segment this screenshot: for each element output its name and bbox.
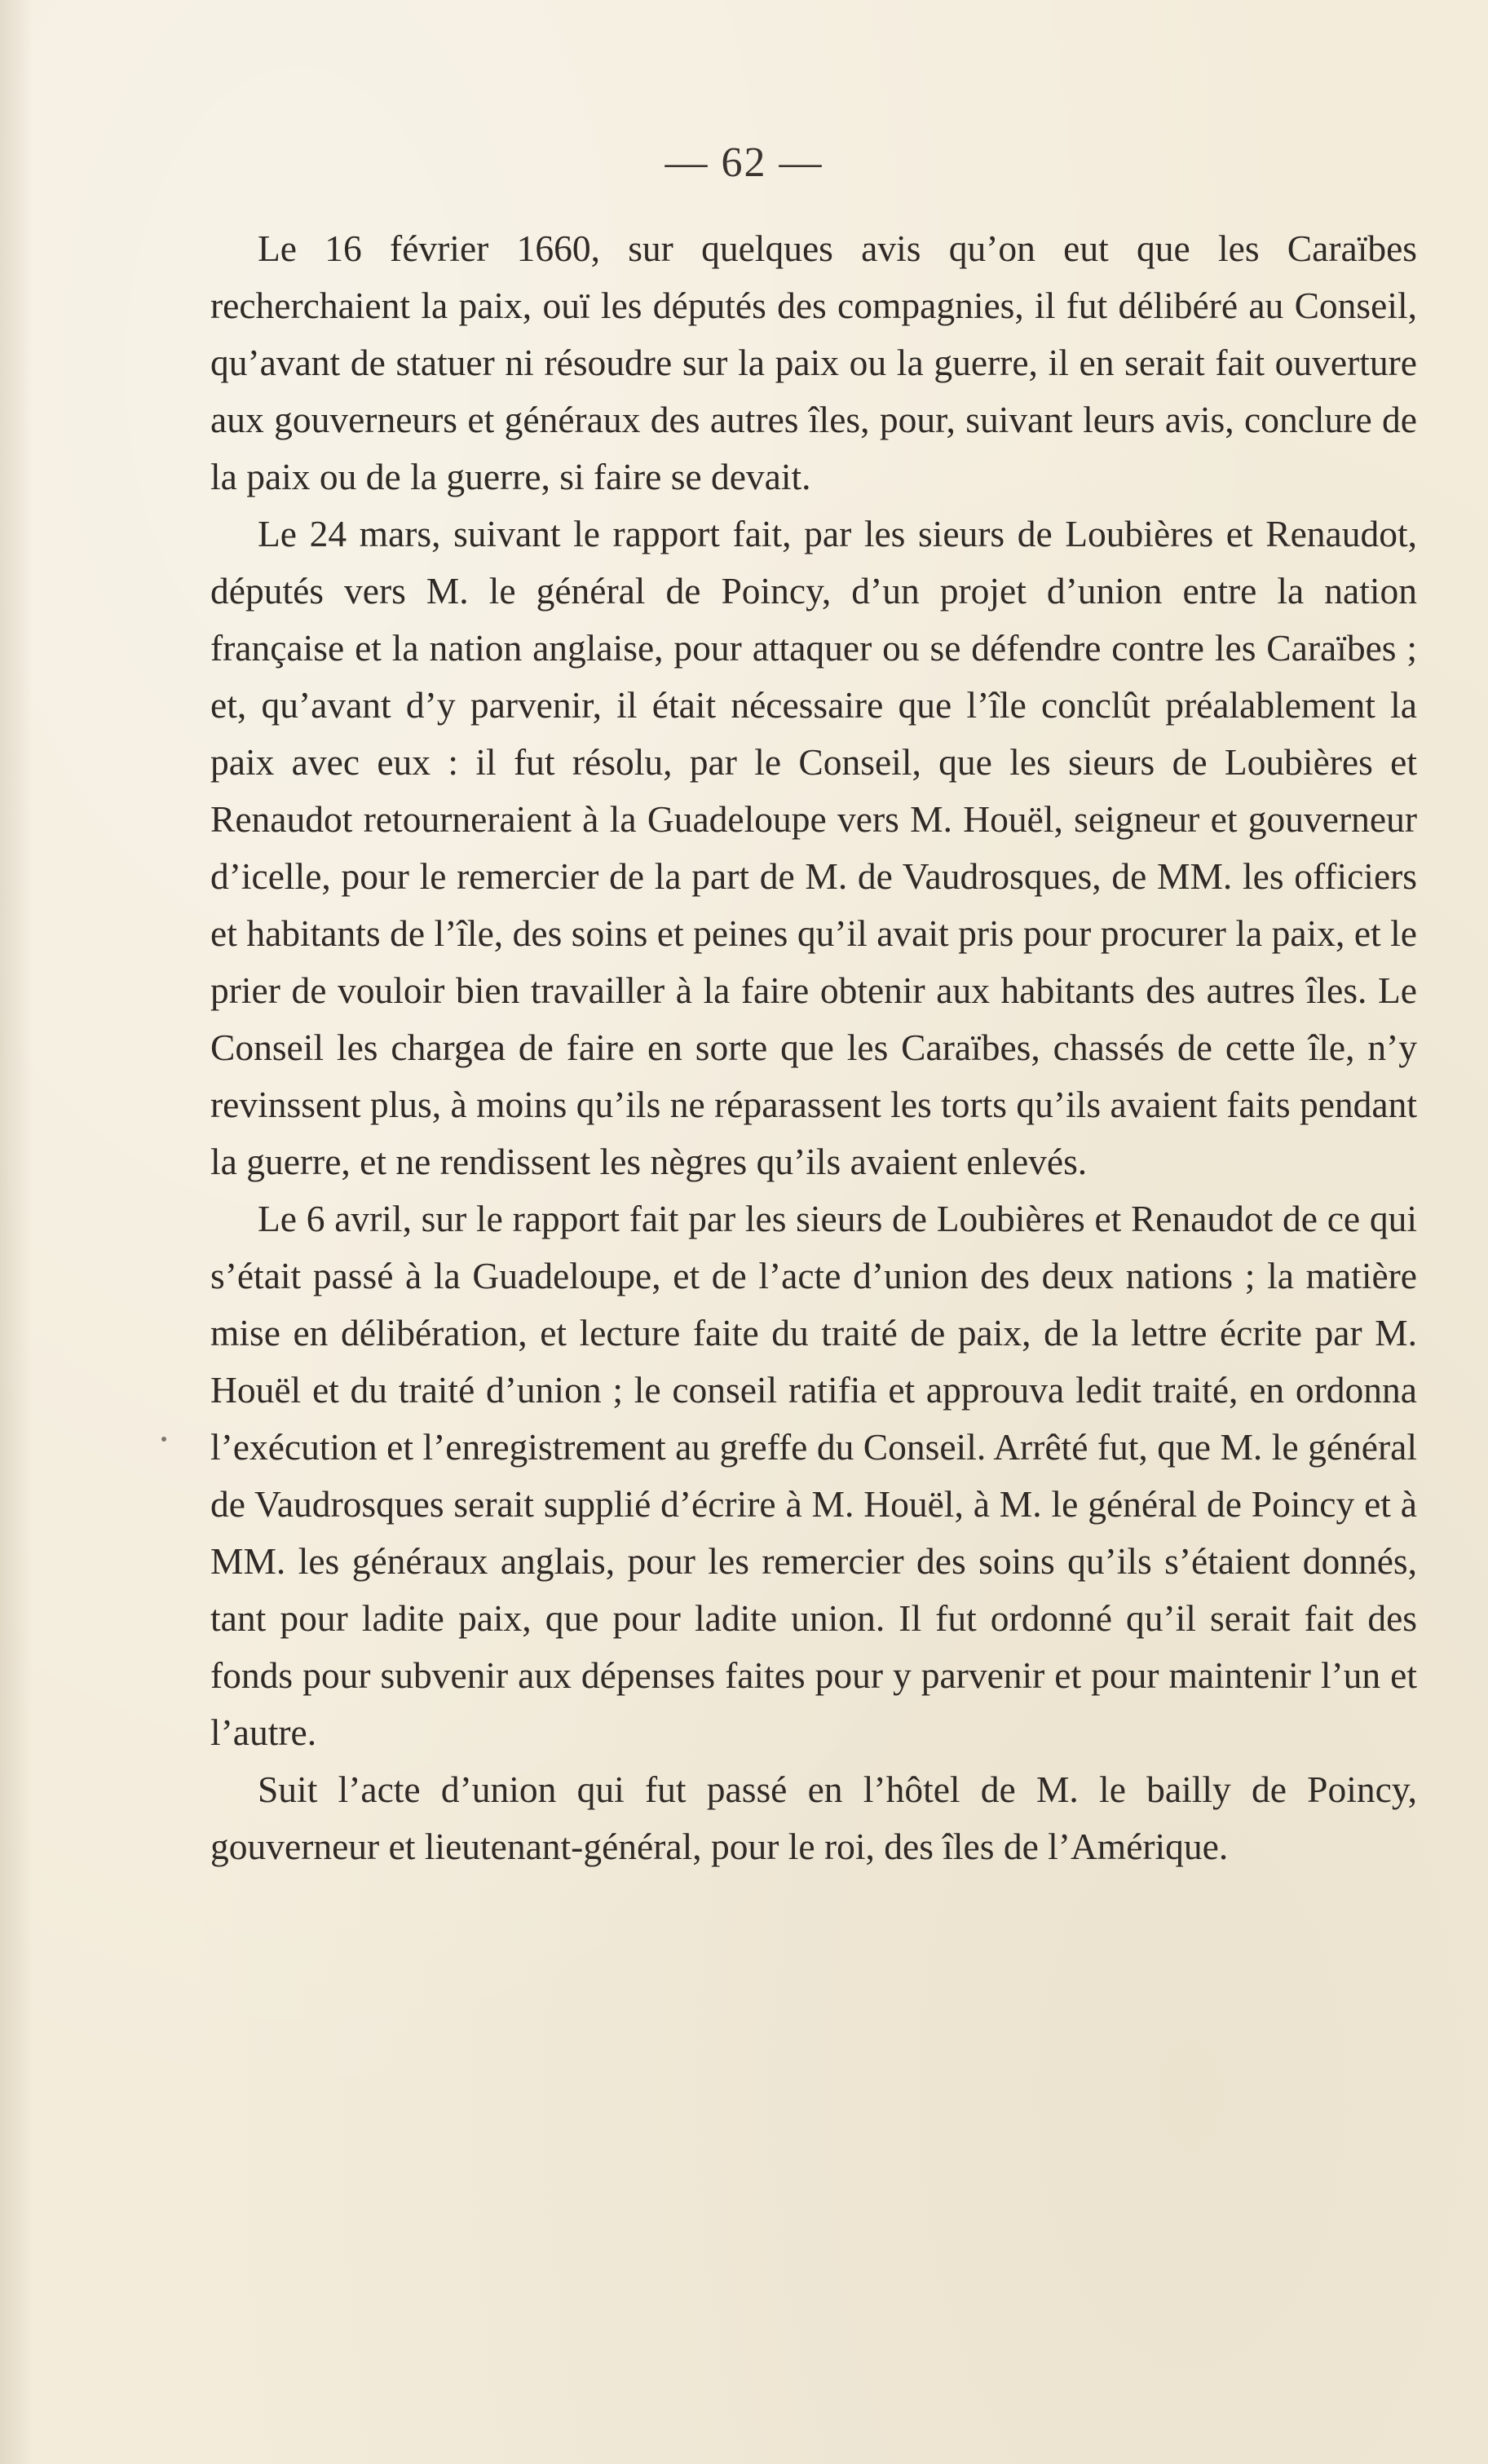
paragraph-act-of-union: Suit l’acte d’union qui fut passé en l’hôtel de M. le bailly de Poincy, gouverneur et lieutenant-général, pour le roi, des îles de l’Amérique.: [210, 1769, 1417, 1867]
paragraph-february-1660: Le 16 février 1660, sur quelques avis qu’on eut que les Caraïbes recherchaient la paix, ouï les députés des compagnies, il fut délibéré au Conseil, qu’avant de statuer ni résoudre sur la paix ou la guerre, il en serait fait ouverture aux gouverneurs et généraux des autres îles, pour, suivant leurs avis, conclure de la paix ou de la guerre, si faire se devait.: [210, 227, 1417, 497]
paragraph-april-6: Le 6 avril, sur le rapport fait par les sieurs de Loubières et Renaudot de ce qui s’était passé à la Guadeloupe, et de l’acte d’union des deux nations ; la matière mise en délibération, et lecture faite du traité de paix, de la lettre écrite par M. Houël et du traité d’union ; le conseil ratifia et approuva ledit traité, en ordonna l’exécution et l’enregistrement au greffe du Conseil. Arrêté fut, que M. le général de Vaudrosques serait supplié d’écrire à M. Houël, à M. le général de Poincy et à MM. les généraux anglais, pour les remercier des soins qu’ils s’étaient donnés, tant pour ladite paix, que pour ladite union. Il fut ordonné qu’il serait fait des fonds pour subvenir aux dépenses faites pour y parvenir et pour maintenir l’un et l’autre.: [210, 1198, 1417, 1753]
ink-speck: [161, 1437, 166, 1442]
paragraph-march-24: Le 24 mars, suivant le rapport fait, par les sieurs de Loubières et Renaudot, députés vers M. le général de Poincy, d’un projet d’union entre la nation française et la nation anglaise, pour attaquer ou se défendre contre les Caraïbes ; et, qu’avant d’y parvenir, il était nécessaire que l’île conclût préalablement la paix avec eux : il fut résolu, par le Conseil, que les sieurs de Loubières et Renaudot retourneraient à la Guadeloupe vers M. Houël, seigneur et gouverneur d’icelle, pour le remercier de la part de M. de Vaudrosques, de MM. les officiers et habitants de l’île, des soins et peines qu’il avait pris pour procurer la paix, et le prier de vouloir bien travailler à la faire obtenir aux habitants des autres îles. Le Conseil les chargea de faire en sorte que les Caraïbes, chassés de cette île, n’y revinssent plus, à moins qu’ils ne réparassent les torts qu’ils avaient faits pendant la guerre, et ne rendissent les nègres qu’ils avaient enlevés.: [210, 513, 1417, 1182]
page-gutter-shadow: [0, 0, 33, 2464]
page-number: — 62 —: [665, 139, 823, 186]
page-body-text: [210, 220, 1417, 1875]
